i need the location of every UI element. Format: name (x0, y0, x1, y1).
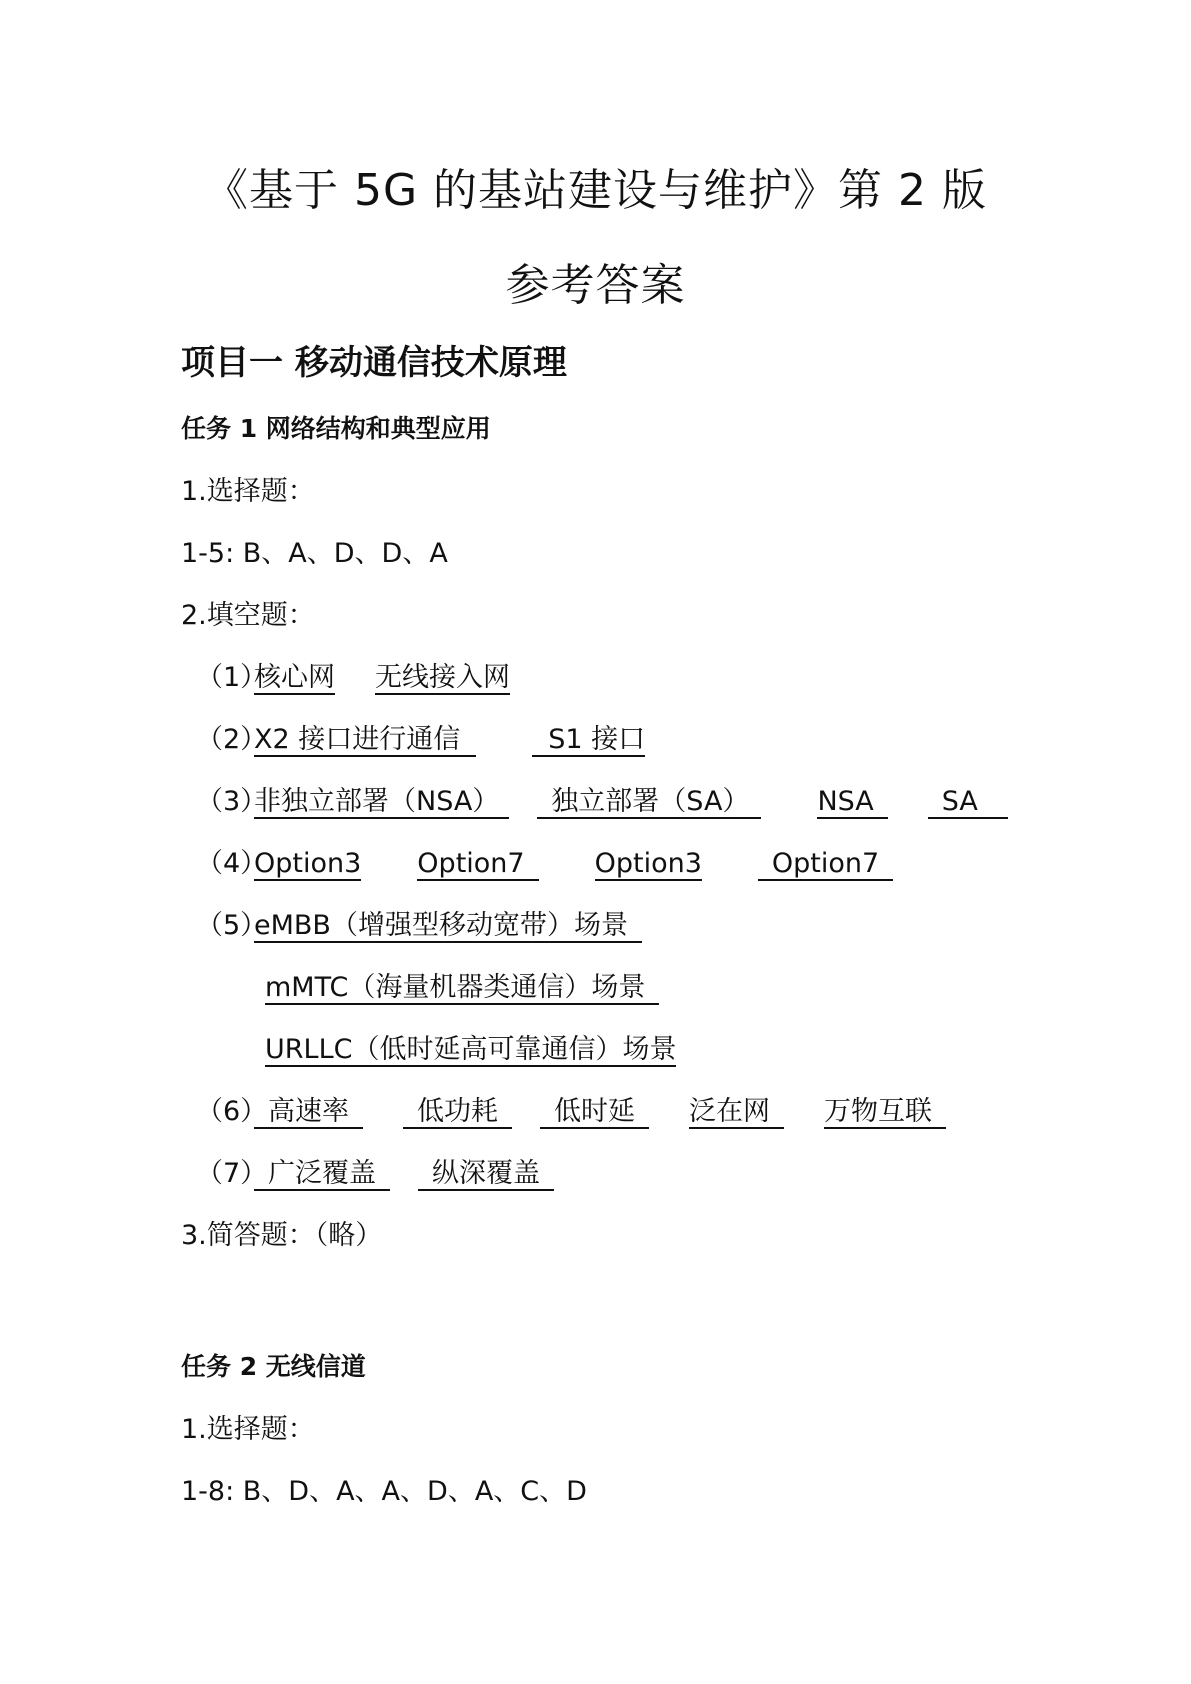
fill-answer: Option7 (417, 849, 538, 881)
task1-choice-answers: 1-5: B、A、D、D、A (181, 538, 448, 569)
fill-answer: NSA (817, 787, 887, 819)
fill-answer: Option7 (758, 849, 893, 881)
fill-item-4 (196, 846, 893, 882)
fill-answer: Option3 (254, 848, 362, 879)
fill-answer: 纵深覆盖 (418, 1159, 554, 1191)
fill-answer: 非独立部署（NSA） (254, 787, 509, 819)
fill-item-5-line-2 (265, 970, 659, 1006)
fill-answer: Option3 (594, 848, 702, 879)
fill-item-number: （5） (196, 910, 268, 941)
fill-item-6 (196, 1094, 946, 1130)
fill-item-number: （4） (196, 848, 268, 879)
fill-item-number: （7） (196, 1158, 268, 1189)
document-subtitle: 参考答案 (505, 260, 686, 311)
fill-item-2 (196, 722, 645, 758)
fill-item-1 (196, 660, 510, 696)
fill-answer: 核心网 (254, 662, 335, 693)
fill-answer: 高速率 (254, 1097, 363, 1129)
task2-heading: 任务 2 无线信道 (181, 1352, 366, 1381)
task2-choice-label: 1.选择题： (181, 1414, 315, 1445)
fill-answer: URLLC（低时延高可靠通信）场景 (265, 1034, 677, 1065)
fill-answer: S1 接口 (532, 725, 645, 757)
fill-item-number: （2） (196, 724, 268, 755)
fill-item-number: （3） (196, 786, 268, 817)
fill-answer: 无线接入网 (375, 662, 510, 693)
fill-item-number: （1） (196, 662, 268, 693)
fill-answer: eMBB（增强型移动宽带）场景 (254, 911, 642, 943)
fill-answer: 泛在网 (689, 1097, 784, 1129)
task1-choice-label: 1.选择题： (181, 476, 315, 507)
task1-short-answer-label: 3.简答题：（略） (181, 1220, 383, 1251)
task1-heading: 任务 1 网络结构和典型应用 (181, 414, 491, 443)
fill-answer: X2 接口进行通信 (254, 725, 476, 757)
fill-item-5 (196, 908, 642, 944)
fill-item-3 (196, 784, 1008, 820)
project-heading: 项目一 移动通信技术原理 (181, 343, 567, 383)
fill-answer: SA (928, 787, 1008, 819)
fill-answer: mMTC（海量机器类通信）场景 (265, 973, 659, 1005)
fill-item-7 (196, 1156, 554, 1192)
fill-answer: 独立部署（SA） (537, 787, 761, 819)
fill-item-number: （6） (196, 1096, 268, 1127)
fill-answer: 广泛覆盖 (254, 1159, 390, 1191)
fill-item-5-line-3 (265, 1032, 676, 1068)
task1-fill-label: 2.填空题： (181, 600, 315, 631)
fill-answer: 低功耗 (403, 1097, 512, 1129)
document-title: 《基于 5G 的基站建设与维护》第 2 版 (203, 165, 988, 216)
fill-answer: 低时延 (540, 1097, 649, 1129)
fill-answer: 万物互联 (824, 1097, 946, 1129)
task2-choice-answers: 1-8: B、D、A、A、D、A、C、D (181, 1476, 587, 1507)
